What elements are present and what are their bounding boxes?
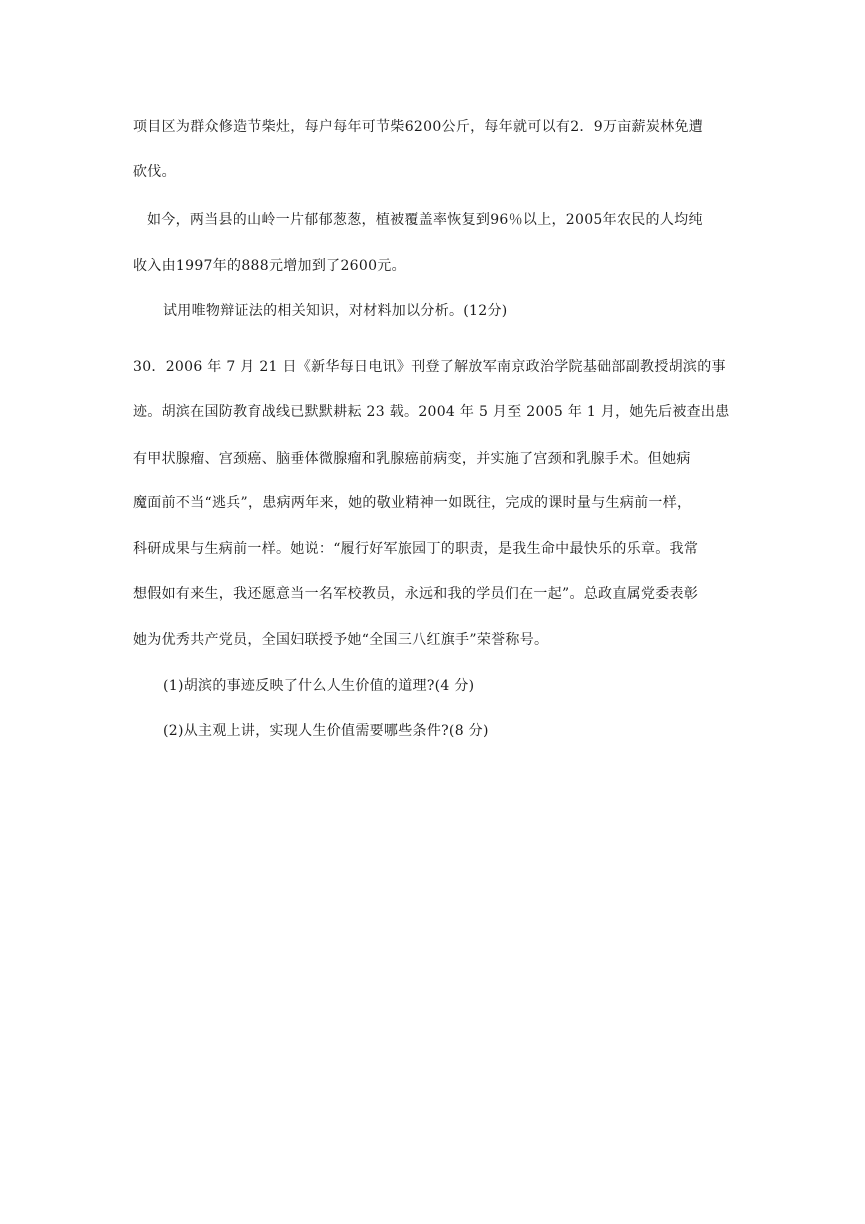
material-line-1: 项目区为群众修造节柴灶，每户每年可节柴6200公斤，每年就可以有2．9万亩薪炭林免遭 (133, 119, 704, 135)
q30-subquestion-2: (2)从主观上讲，实现人生价值需要哪些条件?(8 分) (163, 723, 489, 739)
q30-line-7: 她为优秀共产党员，全国妇联授予她“全国三八红旗手”荣誉称号。 (133, 632, 549, 648)
q30-line-4: 魔面前不当“逃兵”，患病两年来，她的敬业精神一如既往，完成的课时量与生病前一样， (133, 495, 692, 511)
material-question: 试用唯物辩证法的相关知识，对材料加以分析。(12分) (163, 303, 508, 319)
material-line-2: 砍伐。 (133, 164, 176, 180)
q30-line-1: 30．2006 年 7 月 21 日《新华每日电讯》刊登了解放军南京政治学院基础部副教授胡滨的事 (133, 359, 726, 375)
q30-line-5: 科研成果与生病前一样。她说：“履行好军旅园丁的职责，是我生命中最快乐的乐章。我常 (133, 541, 699, 557)
material-line-3: 如今，两当县的山岭一片郁郁葱葱，植被覆盖率恢复到96％以上，2005年农民的人均纯 (147, 212, 703, 228)
q30-subquestion-1: (1)胡滨的事迹反映了什么人生价值的道理?(4 分) (163, 678, 475, 694)
q30-line-2: 迹。胡滨在国防教育战线已默默耕耘 23 载。2004 年 5 月至 2005 年 1 月，她先后被查出患 (133, 404, 730, 420)
q30-line-6: 想假如有来生，我还愿意当一名军校教员，永远和我的学员们在一起”。总政直属党委表彰 (133, 586, 699, 602)
material-line-4: 收入由1997年的888元增加到了2600元。 (133, 258, 406, 274)
q30-line-3: 有甲状腺瘤、宫颈癌、脑垂体微腺瘤和乳腺癌前病变，并实施了宫颈和乳腺手术。但她病 (133, 451, 691, 467)
